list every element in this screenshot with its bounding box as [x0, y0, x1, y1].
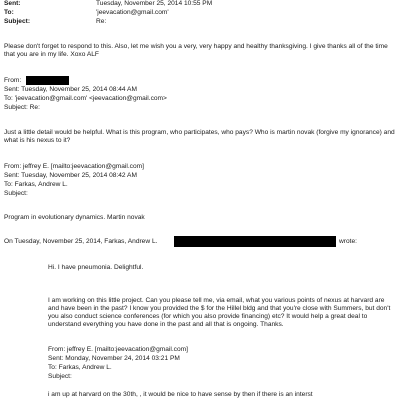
quote1-to: To: 'jeevacation@gmail.com' <jeevacation@gmail.com> — [4, 95, 167, 102]
quote3-body: i am up at harvard on the 30th, , it would be nice to have sense by then if there is an interst — [48, 391, 313, 398]
quote3-sent: Sent: Monday, November 24, 2014 03:21 PM — [48, 355, 180, 362]
quote1-subject: Subject: Re: — [4, 104, 40, 111]
message-body: Please don't forget to respond to this. Also, let me wish you a very, very happy and healthy thanksgiving. I give thanks all of the time that you are in my life. Xoxo ALF — [4, 43, 388, 58]
redaction-block — [174, 236, 336, 247]
quote3-to: To: Farkas, Andrew L. — [48, 364, 112, 371]
sent-value: Tuesday, November 25, 2014 10:55 PM — [96, 0, 213, 7]
quote2-body: Program in evolutionary dynamics. Martin novak — [4, 214, 145, 221]
quote2-sent: Sent: Tuesday, November 25, 2014 08:42 AM — [4, 172, 137, 179]
to-value: 'jeevacation@gmail.com' — [96, 9, 169, 16]
subject-value: Re: — [96, 18, 107, 25]
subject-label: Subject: — [4, 18, 31, 25]
sent-label: Sent: — [4, 0, 21, 7]
quote3-from: From: jeffrey E. [mailto:jeevacation@gmail.com] — [48, 346, 188, 353]
inner-body: I am working on this little project. Can you please tell me, via email, what you various points of nexus at harvard are and have been in the past? I know you provided the $ for the Hillel bldg and that you're close with Summers, but don't you also conduct science conferences (for which you also provide financing) etc? It would help a great deal to understand everything you have done in the past and all that is ongoing. Thanks. — [48, 297, 391, 328]
quote1-from: From: — [4, 77, 22, 84]
to-label: To: — [4, 9, 14, 16]
quote2-from: From: jeffrey E. [mailto:jeevacation@gmail.com] — [4, 163, 144, 170]
quote3-subject: Subject: — [48, 373, 72, 380]
redaction-block — [26, 76, 69, 85]
quote2-subject: Subject: — [4, 190, 28, 197]
quote1-body: Just a little detail would be helpful. What is this program, who participates, who pays? Who is martin novak (forgive my ignorance) and what is his nexus to it? — [4, 129, 395, 144]
quote2-to: To: Farkas, Andrew L. — [4, 181, 68, 188]
quote1-sent: Sent: Tuesday, November 25, 2014 08:44 AM — [4, 86, 137, 93]
wrote-prefix: On Tuesday, November 25, 2014, Farkas, Andrew L. — [4, 238, 158, 245]
wrote-suffix: wrote: — [339, 238, 357, 245]
inner-greeting: Hi. I have pneumonia. Delightful. — [48, 264, 144, 271]
